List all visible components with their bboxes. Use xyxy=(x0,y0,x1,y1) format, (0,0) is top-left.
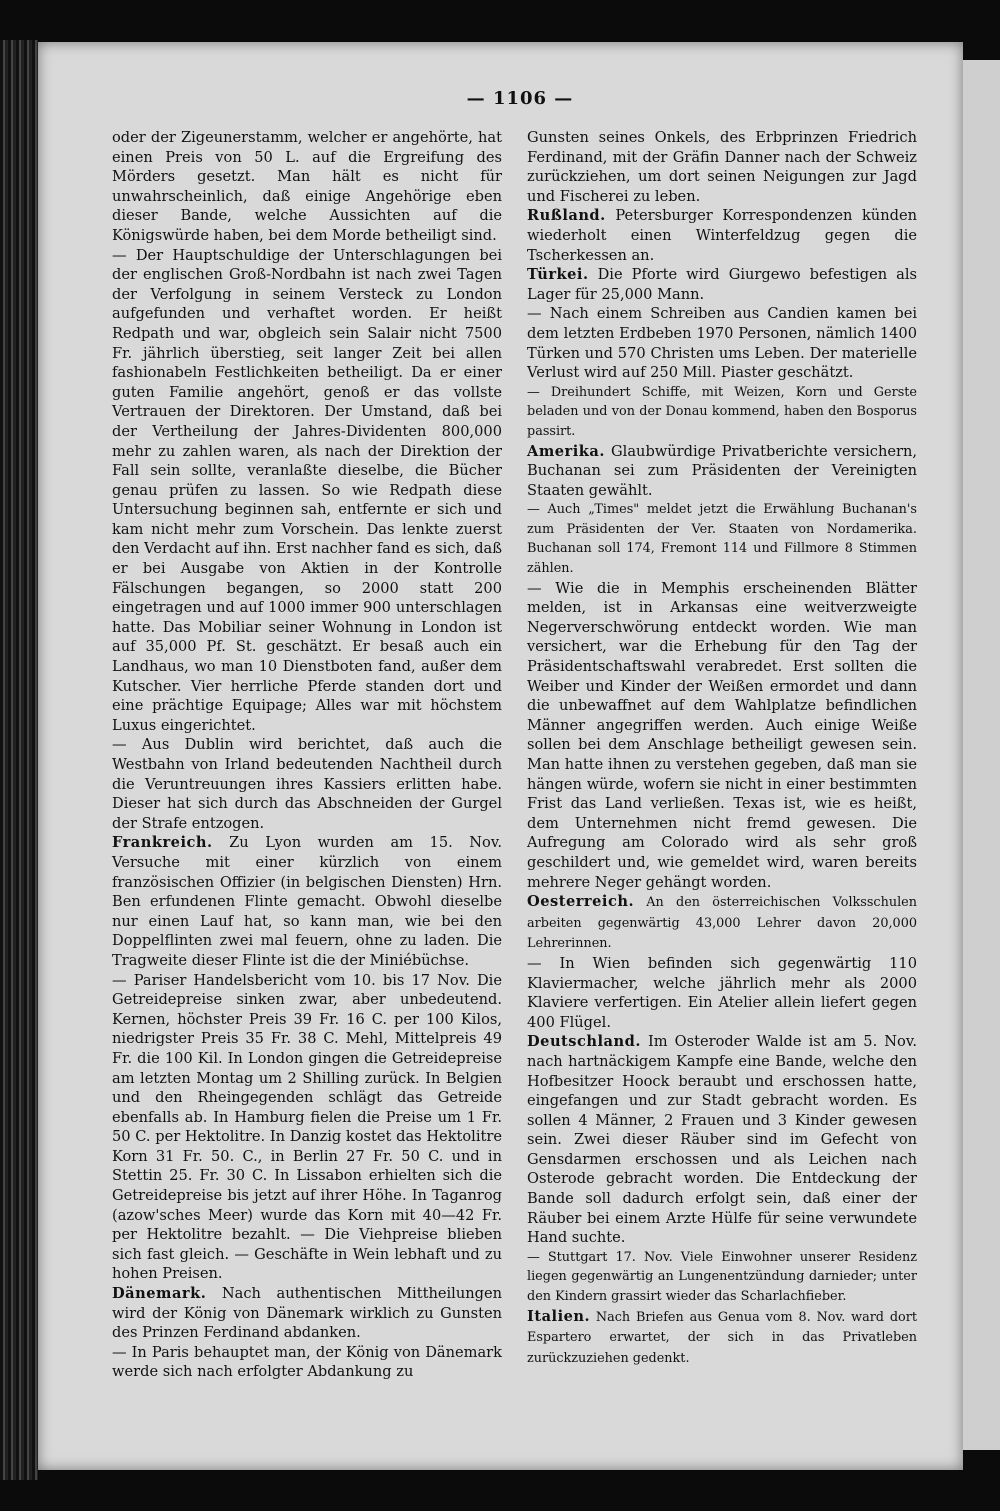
paragraph: — Aus Dublin wird berichtet, daß auch die Westbahn von Irland bedeutenden Nachtheil durch die Veruntreuungen ihres Kassiers erlitten habe. Dieser hat sich durch das Abschneiden der Gurgel der Strafe entzogen. xyxy=(112,736,502,832)
paragraph: — In Paris behauptet man, der König von Dänemark werde sich nach erfolgter Abdankung zu xyxy=(112,1343,502,1381)
paragraph: — Wie die in Memphis erscheinenden Blätter melden, ist in Arkansas eine weitverzweigte Negerverschwörung entdeckt worden. Wie man versichert, war die Erhebung für den Tag der Präsidentschaftswahl verabredet. Erst sollten die Weiber und Kinder der Weißen ermordet und dann die unbewaffnet auf dem Wahlplatze befindlichen Männer angegriffen werden. Auch einige Weiße sollen bei dem Anschlage betheiligt gewesen sein. Man hatte ihnen zu verstehen gegeben, daß man sie hängen würde, wofern sie nicht in einer bestimmten Frist das Land verließen. Texas ist, wie es heißt, dem Unternehmen nicht fremd gewesen. Die Aufregung am Colorado wird als sehr groß geschildert und, wie gemeldet wird, waren bereits mehrere Neger gehängt worden. xyxy=(527,579,917,891)
section-heading: Amerika. xyxy=(527,442,605,460)
paragraph: Frankreich. Zu Lyon wurden am 15. Nov. Versuche mit einer kürzlich von einem französischen Offizier (in belgischen Diensten) Hrn. Ben erfundenen Flinte gemacht. Obwohl dieselbe nur einen Lauf hat, so kann man, wie bei den Doppelflinten zwei mal feuern, ohne zu laden. Die Tragweite dieser Flinte ist die der Miniébüchse. xyxy=(112,834,502,969)
section-heading: Frankreich. xyxy=(112,834,213,852)
paragraph: — Dreihundert Schiffe, mit Weizen, Korn und Gerste beladen und von der Donau kommend, haben den Bosporus passirt. xyxy=(527,384,917,439)
paragraph: — Der Hauptschuldige der Unterschlagungen bei der englischen Groß-Nordbahn ist nach zwei Tagen der Verfolgung in seinem Versteck zu London aufgefunden und verhaftet worden. Er heißt Redpath und war, obgleich sein Salair nicht 7500 Fr. jährlich überstieg, seit langer Zeit bei allen fashionabeln Festlichkeiten betheiligt. Da er einer guten Familie angehört, genoß er das vollste Vertrauen der Direktoren. Der Umstand, daß bei der Vertheilung der Jahres-Dividenten 800,000 mehr zu zahlen waren, als nach der Direktion der Fall sein sollte, veranlaßte dieselbe, die Bücher genau prüfen zu lassen. So wie Redpath diese Untersuchung beginnen sah, entfernte er sich und kam nicht mehr zum Vorschein. Das lenkte zuerst den Verdacht auf ihn. Erst nachher fand es sich, daß er bei Ausgabe von Aktien in der Kontrolle Fälschungen begangen, so 2000 statt 200 eingetragen und auf 1000 immer 900 unterschlagen hatte. Das Mobiliar seiner Wohnung in London ist auf 35,000 Pf. St. geschätzt. Er besaß auch ein Landhaus, wo man 10 Dienstboten fand, außer dem Kutscher. Vier herrliche Pferde standen dort und eine prächtige Equipage; Alles war mit höchstem Luxus eingerichtet. xyxy=(112,246,502,734)
paragraph: — Pariser Handelsbericht vom 10. bis 17 Nov. Die Getreidepreise sinken zwar, aber unbedeutend. Kernen, höchster Preis 39 Fr. 16 C. per 100 Kilos, niedrigster Preis 35 Fr. 38 C. Mehl, Mittelpreis 49 Fr. die 100 Kil. In London gingen die Getreidepreise am letzten Montag um 2 Shilling zurück. In Belgien und den Rheingegenden schlägt das Getreide ebenfalls ab. In Hamburg fielen die Preise um 1 Fr. 50 C. per Hektolitre. In Danzig kostet das Hektolitre Korn 31 Fr. 50. C., in Berlin 27 Fr. 50 C. und in Stettin 25. Fr. 30 C. In Lissabon erhielten sich die Getreidepreise bis jetzt auf ihrer Höhe. In Taganrog (azow'sches Meer) wurde das Korn mit 40—42 Fr. per Hektolitre bezahlt. — Die Viehpreise blieben sich fast gleich. — Geschäfte in Wein lebhaft und zu hohen Preisen. xyxy=(112,971,502,1283)
section-heading: Türkei. xyxy=(527,266,589,284)
section-heading: Oesterreich. xyxy=(527,893,635,911)
paragraph: oder der Zigeunerstamm, welcher er angehörte, hat einen Preis von 50 L. auf die Ergreifung des Mörders gesetzt. Man hält es nicht für unwahrscheinlich, daß einige Angehörige eben dieser Bande, welche Aussichten auf die Königswürde haben, bei dem Morde betheiligt sind. xyxy=(112,129,502,244)
left-column xyxy=(112,128,502,1382)
paragraph: — Nach einem Schreiben aus Candien kamen bei dem letzten Erdbeben 1970 Personen, nämlich 1400 Türken und 570 Christen ums Leben. Der materielle Verlust wird auf 250 Mill. Piaster geschätzt. xyxy=(527,305,917,382)
right-column xyxy=(527,128,917,1368)
paragraph: Rußland. Petersburger Korrespondenzen künden wiederholt einen Winterfeldzug gegen die Tscherkessen an. xyxy=(527,207,917,264)
paragraph: Gunsten seines Onkels, des Erbprinzen Friedrich Ferdinand, mit der Gräfin Danner nach der Schweiz zurückziehen, um dort seinen Neigungen zur Jagd und Fischerei zu leben. xyxy=(527,129,917,205)
paragraph: — In Wien befinden sich gegenwärtig 110 Klaviermacher, welche jährlich mehr als 2000 Klaviere verfertigen. Ein Atelier allein liefert gegen 400 Flügel. xyxy=(527,954,917,1031)
paragraph: — Stuttgart 17. Nov. Viele Einwohner unserer Residenz liegen gegenwärtig an Lungenentzündung darnieder; unter den Kindern grassirt wieder das Scharlachfieber. xyxy=(527,1249,917,1305)
paragraph: Deutschland. Im Osteroder Walde ist am 5. Nov. nach hartnäckigem Kampfe eine Bande, welche den Hofbesitzer Hoock beraubt und erschossen hatte, eingefangen und zur Stadt gebracht worden. Es sollen 4 Männer, 2 Frauen und 3 Kinder gewesen sein. Zwei dieser Räuber sind im Gefecht von Gensdarmen erschossen und als Leichen nach Osterode gebracht worden. Die Entdeckung der Bande soll dadurch erfolgt sein, daß einer der Räuber bei einem Arzte Hülfe für seine verwundete Hand suchte. xyxy=(527,1033,917,1247)
next-page-edge xyxy=(963,60,1000,1450)
paragraph: Türkei. Die Pforte wird Giurgewo befestigen als Lager für 25,000 Mann. xyxy=(527,266,917,303)
paragraph: Dänemark. Nach authentischen Mittheilungen wird der König von Dänemark wirklich zu Gunsten des Prinzen Ferdinand abdanken. xyxy=(112,1285,502,1342)
section-heading: Dänemark. xyxy=(112,1285,207,1303)
section-heading: Deutschland. xyxy=(527,1033,641,1051)
paragraph: Amerika. Glaubwürdige Privatberichte versichern, Buchanan sei zum Präsidenten der Vereinigten Staaten gewählt. xyxy=(527,442,917,499)
paragraph: — Auch „Times" meldet jetzt die Erwählung Buchanan's zum Präsidenten der Ver. Staaten von Nordamerika. Buchanan soll 174, Fremont 114 und Fillmore 8 Stimmen zählen. xyxy=(527,502,917,577)
binding-gutter xyxy=(0,40,38,1480)
section-heading: Rußland. xyxy=(527,207,606,225)
paragraph: Italien. Nach Briefen aus Genua vom 8. Nov. ward dort Espartero erwartet, der sich in das Privatleben zurückzuziehen gedenkt. xyxy=(527,1307,917,1366)
page-number: — 1106 — xyxy=(466,88,574,109)
section-heading: Italien. xyxy=(527,1307,591,1325)
paragraph: Oesterreich. An den österreichischen Volksschulen arbeiten gegenwärtig 43,000 Lehrer davon 20,000 Lehrerinnen. xyxy=(527,893,917,952)
